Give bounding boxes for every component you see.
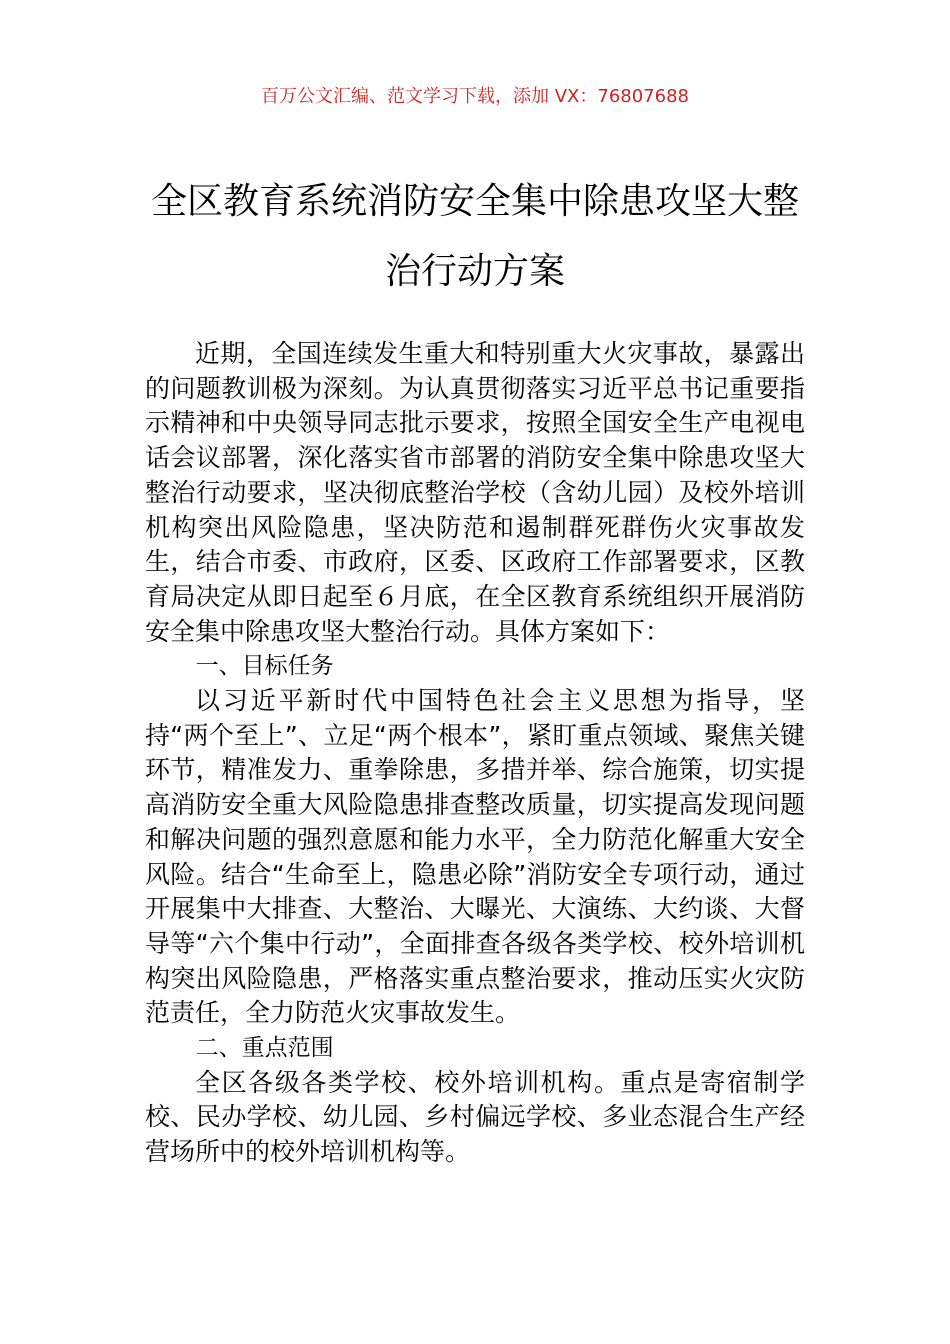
scope-paragraph: 全区各级各类学校、校外培训机构。重点是寄宿制学校、民办学校、幼儿园、乡村偏远学校、多业态混合生产经营场所中的校外培训机构等。 xyxy=(145,1067,805,1167)
intro-paragraph: 近期，全国连续发生重大和特别重大火灾事故，暴露出的问题教训极为深刻。为认真贯彻落实习近平总书记重要指示精神和中央领导同志批示要求，按照全国安全生产电视电话会议部署，深化落实省市部署的消防安全集中除患攻坚大整治行动要求，坚决彻底整治学校（含幼儿园）及校外培训机构突出风险隐患，坚决防范和遏制群死群伤火灾事故发生，结合市委、市政府，区委、区政府工作部署要求，区教育局决定从即日起至６月底，在全区教育系统组织开展消防安全集中除患攻坚大整治行动。具体方案如下： xyxy=(145,339,805,646)
goals-paragraph: 以习近平新时代中国特色社会主义思想为指导，坚持“两个至上”、立足“两个根本”，紧盯重点领域、聚焦关键环节，精准发力、重拳除患，多措并举、综合施策，切实提高消防安全重大风险隐患排查整改质量，切实提高发现问题和解决问题的强烈意愿和能力水平，全力防范化解重大安全风险。结合“生命至上，隐患必除”消防安全专项行动，通过开展集中大排查、大整治、大曝光、大演练、大约谈、大督导等“六个集中行动”，全面排查各级各类学校、校外培训机构突出风险隐患，严格落实重点整治要求，推动压实火灾防范责任，全力防范火灾事故发生。 xyxy=(145,686,805,1028)
document-title-line-1: 全区教育系统消防安全集中除患攻坚大整 xyxy=(150,181,799,222)
section-heading-scope: 二、重点范围 xyxy=(195,1035,334,1062)
document-body xyxy=(145,337,805,1170)
document-title-line-2: 治行动方案 xyxy=(384,251,565,292)
section-heading-goals: 一、目标任务 xyxy=(195,653,334,680)
watermark-banner: 百万公文汇编、范文学习下载，添加 VX：76807688 xyxy=(261,86,689,107)
